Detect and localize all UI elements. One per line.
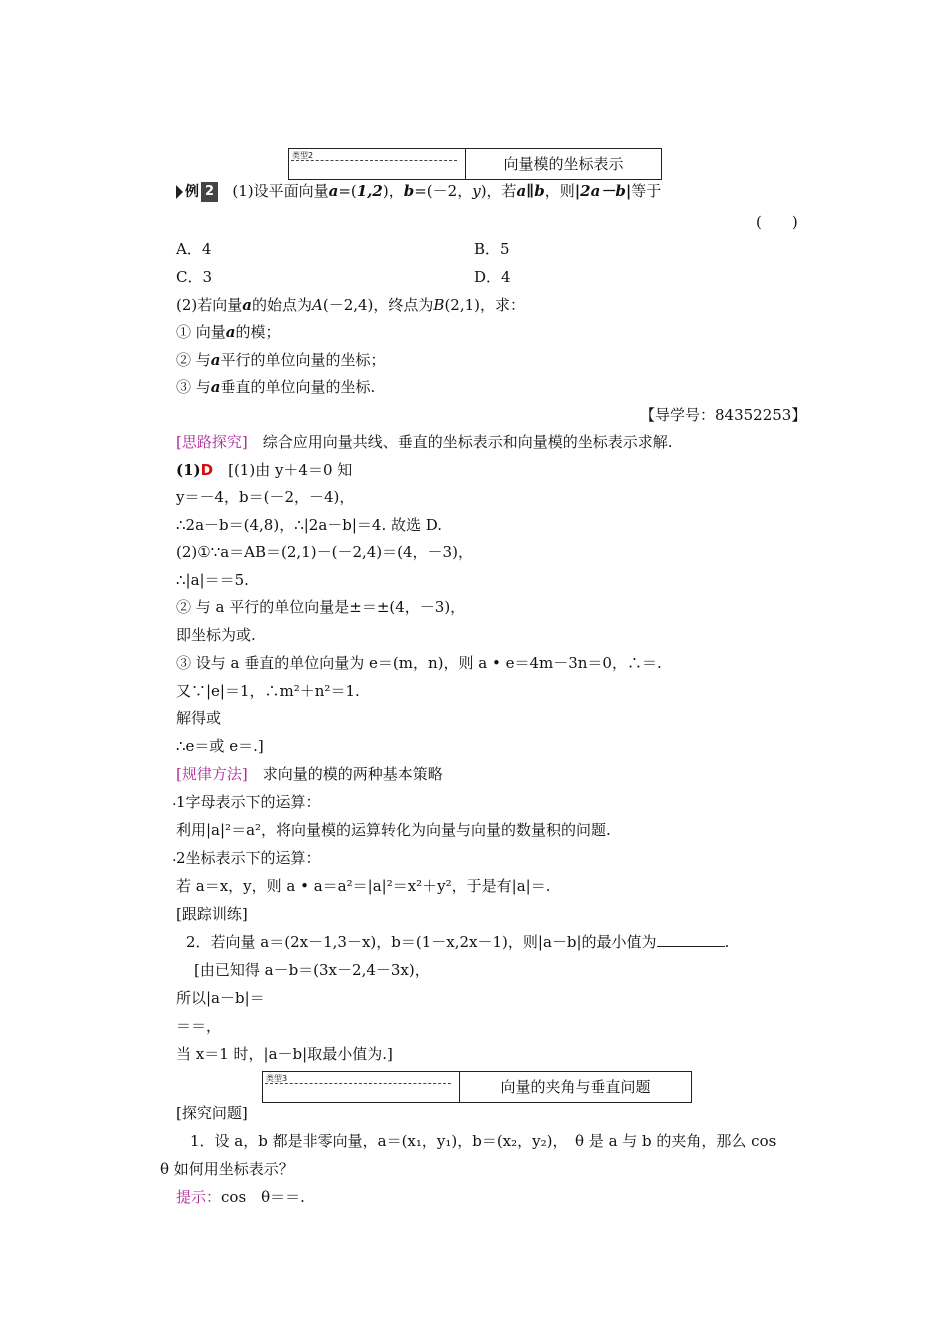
option-d: D．4	[474, 268, 511, 286]
solution-line-7: 即坐标为或.	[176, 626, 256, 644]
section-tag	[263, 1072, 460, 1102]
solution-line-10: 解得或	[176, 709, 222, 727]
option-b: B．5	[474, 240, 510, 258]
solution-line-6: ② 与 a 平行的单位向量是±＝±(4，－3)，	[176, 598, 466, 616]
example-question-2: (2)若向量a的始点为A(－2,4)，终点为B(2,1)，求：	[176, 296, 525, 314]
hint-label: [思路探究]	[176, 433, 248, 451]
method-label: [规律方法]	[176, 765, 248, 783]
solution-line-4: (2)①∵a＝AB＝(2,1)－(－2,4)＝(4，－3)，	[176, 543, 473, 561]
inquiry-label: [探究问题]	[176, 1104, 248, 1122]
section-tag	[289, 149, 466, 179]
answer-letter: D	[200, 461, 214, 479]
method-point-2-text: 若 a＝x，y，则 a • a＝a²＝|a|²＝x²＋y²，于是有|a|＝.	[176, 877, 551, 895]
inquiry-question-1-cont: θ 如何用坐标表示？	[160, 1160, 294, 1178]
method-point-2-title: 2坐标表示下的运算：	[176, 849, 321, 867]
solution-line-11: ∴e＝或 e＝.]	[176, 737, 264, 755]
solution-line-3: ∴2a－b＝(4,8)，∴|2a－b|＝4. 故选 D.	[176, 516, 443, 534]
method-line: [规律方法] 求向量的模的两种基本策略	[176, 765, 443, 783]
method-point-1-title: 1字母表示下的运算：	[176, 793, 321, 811]
bullet-dot: .	[172, 849, 177, 865]
answer-blank	[657, 932, 725, 947]
sub-question-2: ② 与a平行的单位向量的坐标；	[176, 351, 386, 369]
answer-parentheses: ( )	[756, 213, 798, 231]
inquiry-question-1: 1．设 a，b 都是非零向量，a＝(x₁，y₁)，b＝(x₂，y₂)， θ 是 a 与 b 的夹角，那么 cos	[190, 1132, 777, 1150]
solution-line-9: 又∵|e|＝1，∴m²＋n²＝1.	[176, 682, 360, 700]
option-c: C．3	[176, 268, 213, 286]
section-title: 向量模的坐标表示	[503, 155, 624, 173]
practice-solution-3: ＝＝，	[176, 1017, 222, 1035]
practice-solution-2: 所以|a－b|＝	[176, 989, 265, 1007]
practice-label: [跟踪训练]	[176, 905, 248, 923]
hint-label: 提示：	[176, 1188, 222, 1206]
practice-question: 2．若向量 a＝(2x－1,3－x)，b＝(1－x,2x－1)，则|a－b|的最小值为 .	[186, 933, 730, 951]
option-a: A．4	[176, 240, 212, 258]
example-badge: 例 2	[176, 183, 218, 201]
bullet-dot: .	[172, 793, 177, 809]
example-question-1: 例 2 (1)设平面向量a=(1,2)，b=(－2，y)，若a∥b，则|2a－b|等于	[176, 181, 661, 201]
sub-question-3: ③ 与a垂直的单位向量的坐标.	[176, 378, 376, 396]
section-type-box	[262, 1071, 692, 1103]
hint-line: [思路探究] 综合应用向量共线、垂直的坐标表示和向量模的坐标表示求解.	[176, 433, 673, 451]
sub-question-1: ① 向量a的模；	[176, 323, 281, 341]
section-tag-label: 类型3	[266, 1074, 288, 1083]
practice-solution-4: 当 x＝1 时，|a－b|取最小值为.]	[176, 1045, 393, 1063]
solution-line-1: (1)D [(1)由 y＋4＝0 知	[176, 461, 353, 479]
section-type-box	[288, 148, 662, 180]
solution-line-2: y＝－4，b＝(－2，－4)，	[176, 488, 355, 506]
method-point-1-text: 利用|a|²＝a²，将向量模的运算转化为向量与向量的数量积的问题.	[176, 821, 611, 839]
inquiry-hint: 提示：cos θ＝＝.	[176, 1188, 305, 1206]
solution-line-5: ∴|a|＝＝5.	[176, 571, 249, 589]
section-tag-label: 类型2	[292, 151, 314, 160]
guide-number: 【导学号：84352253】	[640, 406, 807, 424]
section-title: 向量的夹角与垂直问题	[500, 1078, 651, 1096]
practice-solution-1: [由已知得 a－b＝(3x－2,4－3x)，	[194, 961, 430, 979]
solution-line-8: ③ 设与 a 垂直的单位向量为 e＝(m，n)，则 a • e＝4m－3n＝0，∴＝.	[176, 654, 662, 672]
triangle-icon	[176, 185, 183, 199]
